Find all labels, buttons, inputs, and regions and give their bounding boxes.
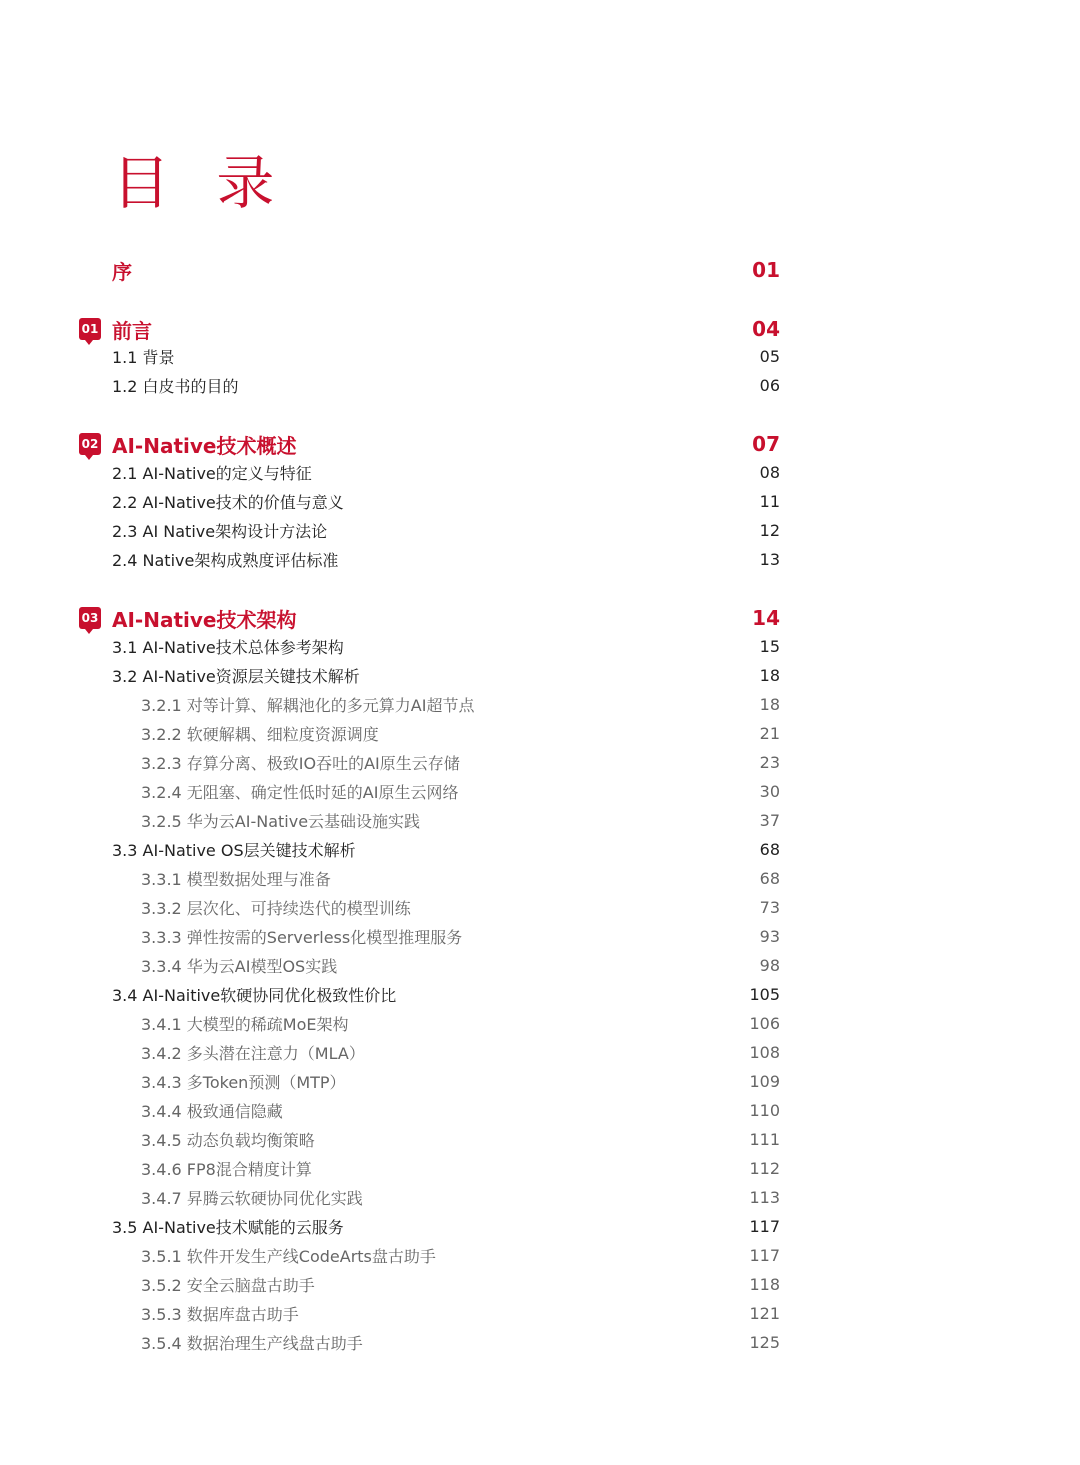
toc-entry[interactable]: [0, 1272, 1080, 1296]
toc-entry-title: 3.4.3 多Token预测（MTP）: [141, 1072, 346, 1092]
toc-entry[interactable]: [0, 460, 1080, 484]
toc-entry[interactable]: [0, 895, 1080, 919]
toc-entry-title: 3.5 AI-Native技术赋能的云服务: [112, 1217, 344, 1237]
toc-entry-title: 3.2.4 无阻塞、确定性低时延的AI原生云网络: [141, 782, 459, 802]
toc-chapter[interactable]: [0, 603, 1080, 633]
toc-page-number: 37: [759, 810, 780, 830]
toc-page-number: 12: [759, 520, 780, 540]
toc-page-number: 07: [752, 432, 780, 456]
toc-page-number: 30: [759, 781, 780, 801]
toc-page-number: 13: [759, 549, 780, 569]
toc-entry[interactable]: [0, 866, 1080, 890]
toc-entry[interactable]: [0, 663, 1080, 687]
toc-entry[interactable]: [0, 1301, 1080, 1325]
toc-page-number: 109: [749, 1071, 780, 1091]
toc-page-number: 117: [749, 1216, 780, 1236]
toc-entry-title: 3.3.3 弹性按需的Serverless化模型推理服务: [141, 927, 463, 947]
toc-entry[interactable]: [0, 924, 1080, 948]
toc-entry[interactable]: [0, 344, 1080, 368]
toc-entry-title: 2.4 Native架构成熟度评估标准: [112, 550, 339, 570]
toc-entry[interactable]: [0, 750, 1080, 774]
toc-entry[interactable]: [0, 779, 1080, 803]
toc-entry-title: 3.2.2 软硬解耦、细粒度资源调度: [141, 724, 379, 744]
toc-entry[interactable]: [0, 1156, 1080, 1180]
toc-page-number: 14: [752, 606, 780, 630]
toc-page-number: 08: [759, 462, 780, 482]
page-title: 目 录: [112, 149, 289, 217]
toc-page-number: 105: [749, 984, 780, 1004]
toc-entry-title: 3.4.2 多头潜在注意力（MLA）: [141, 1043, 365, 1063]
chapter-number-badge: 02: [79, 433, 101, 455]
toc-entry[interactable]: [0, 692, 1080, 716]
toc-entry-title: 3.4 AI-Naitive软硬协同优化极致性价比: [112, 985, 397, 1005]
toc-entry-title: 3.4.1 大模型的稀疏MoE架构: [141, 1014, 349, 1034]
toc-entry-title: 3.5.3 数据库盘古助手: [141, 1304, 299, 1324]
toc-entry-title: 3.2.5 华为云AI-Native云基础设施实践: [141, 811, 421, 831]
toc-page-number: 18: [759, 665, 780, 685]
toc-entry-title: 2.1 AI-Native的定义与特征: [112, 463, 312, 483]
toc-entry[interactable]: [0, 1011, 1080, 1035]
toc-entry-title: 3.5.1 软件开发生产线CodeArts盘古助手: [141, 1246, 436, 1266]
toc-page-number: 23: [759, 752, 780, 772]
toc-entry[interactable]: [0, 1214, 1080, 1238]
toc-page-number: 110: [749, 1100, 780, 1120]
toc-page-number: 06: [759, 375, 780, 395]
toc-page-number: 04: [752, 317, 780, 341]
toc-entry-title: 3.4.5 动态负载均衡策略: [141, 1130, 315, 1150]
toc-entry[interactable]: [0, 1069, 1080, 1093]
toc-entry-title: AI-Native技术概述: [112, 433, 297, 458]
toc-entry-title: 3.3 AI-Native OS层关键技术解析: [112, 840, 356, 860]
toc-page-number: 68: [759, 868, 780, 888]
toc-entry[interactable]: [0, 1040, 1080, 1064]
toc-entry[interactable]: [0, 489, 1080, 513]
toc-chapter[interactable]: [0, 314, 1080, 344]
toc-page-number: 15: [759, 636, 780, 656]
toc-page-number: 112: [749, 1158, 780, 1178]
toc-chapter[interactable]: [0, 255, 1080, 285]
toc-page-number: 73: [759, 897, 780, 917]
toc-page-number: 125: [749, 1332, 780, 1352]
toc-entry-title: AI-Native技术架构: [112, 607, 297, 632]
toc-entry[interactable]: [0, 837, 1080, 861]
toc-page-number: 117: [749, 1245, 780, 1265]
toc-page-number: 108: [749, 1042, 780, 1062]
toc-entry[interactable]: [0, 634, 1080, 658]
toc-page-number: 121: [749, 1303, 780, 1323]
toc-entry[interactable]: [0, 1243, 1080, 1267]
toc-entry-title: 3.2.3 存算分离、极致IO吞吐的AI原生云存储: [141, 753, 460, 773]
toc-entry[interactable]: [0, 808, 1080, 832]
toc-page-number: 106: [749, 1013, 780, 1033]
toc-entry[interactable]: [0, 982, 1080, 1006]
toc-entry-title: 3.2 AI-Native资源层关键技术解析: [112, 666, 360, 686]
toc-page-number: 113: [749, 1187, 780, 1207]
toc-entry-title: 3.2.1 对等计算、解耦池化的多元算力AI超节点: [141, 695, 475, 715]
toc-chapter[interactable]: [0, 429, 1080, 459]
toc-entry-title: 3.3.2 层次化、可持续迭代的模型训练: [141, 898, 411, 918]
toc-entry-title: 2.3 AI Native架构设计方法论: [112, 521, 328, 541]
chapter-number-badge: 01: [79, 318, 101, 340]
toc-page-number: 98: [759, 955, 780, 975]
toc-entry[interactable]: [0, 1098, 1080, 1122]
toc-entry[interactable]: [0, 721, 1080, 745]
toc-entry-title: 3.3.4 华为云AI模型OS实践: [141, 956, 338, 976]
toc-page-number: 11: [759, 491, 780, 511]
toc-page-number: 93: [759, 926, 780, 946]
toc-entry-title: 3.4.6 FP8混合精度计算: [141, 1159, 312, 1179]
toc-page-number: 118: [749, 1274, 780, 1294]
toc-page-number: 111: [749, 1129, 780, 1149]
toc-entry-title: 1.1 背景: [112, 347, 175, 367]
toc-entry-title: 3.1 AI-Native技术总体参考架构: [112, 637, 344, 657]
toc-entry-title: 2.2 AI-Native技术的价值与意义: [112, 492, 344, 512]
toc-entry[interactable]: [0, 953, 1080, 977]
toc-entry-title: 3.4.7 昇腾云软硬协同优化实践: [141, 1188, 363, 1208]
toc-entry-title: 1.2 白皮书的目的: [112, 376, 239, 396]
toc-entry[interactable]: [0, 1330, 1080, 1354]
chapter-number-badge: 03: [79, 607, 101, 629]
toc-page-number: 68: [759, 839, 780, 859]
toc-page-number: 21: [759, 723, 780, 743]
toc-entry-title: 序: [112, 259, 132, 284]
toc-entry[interactable]: [0, 373, 1080, 397]
toc-entry-title: 3.3.1 模型数据处理与准备: [141, 869, 331, 889]
toc-entry-title: 3.5.2 安全云脑盘古助手: [141, 1275, 315, 1295]
toc-entry[interactable]: [0, 1185, 1080, 1209]
toc-entry[interactable]: [0, 547, 1080, 571]
toc-page-number: 01: [752, 258, 780, 282]
toc-entry-title: 3.5.4 数据治理生产线盘古助手: [141, 1333, 363, 1353]
toc-entry-title: 3.4.4 极致通信隐藏: [141, 1101, 283, 1121]
toc-entry[interactable]: [0, 518, 1080, 542]
toc-entry[interactable]: [0, 1127, 1080, 1151]
toc-entry-title: 前言: [112, 318, 152, 343]
toc-page-number: 18: [759, 694, 780, 714]
toc-page-number: 05: [759, 346, 780, 366]
